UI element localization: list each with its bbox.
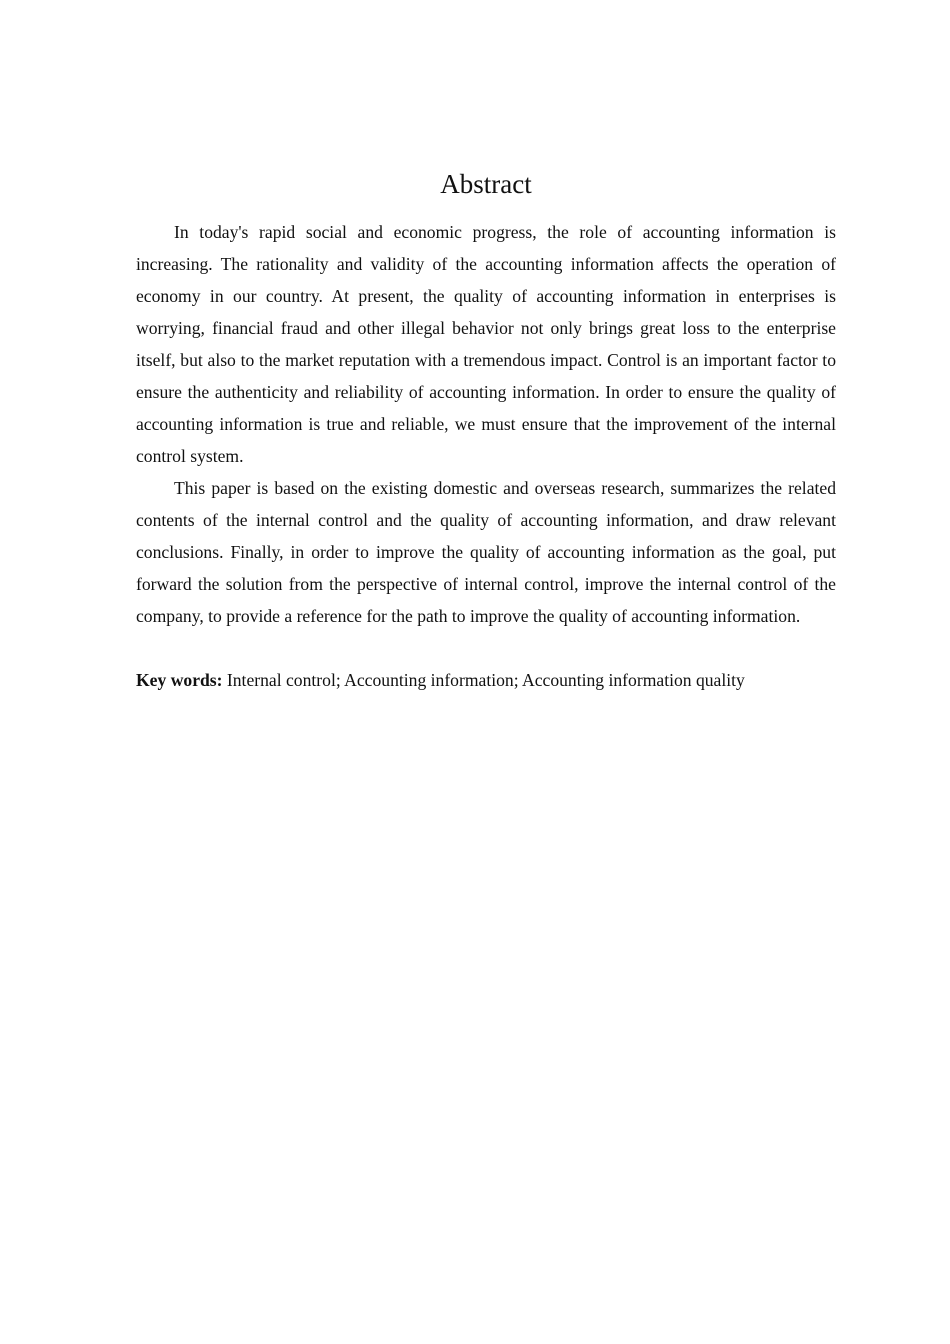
- abstract-section: [136, 166, 836, 696]
- abstract-paragraph-1: In today's rapid social and economic progress, the role of accounting information is increasing. The rationality and validity of the accounting information affects the operation of economy in our country. At present, the quality of accounting information in enterprises is worrying, financial fraud and other illegal behavior not only brings great loss to the enterprise itself, but also to the market reputation with a tremendous impact. Control is an important factor to ensure the authenticity and reliability of accounting information. In order to ensure the quality of accounting information is true and reliable, we must ensure that the improvement of the internal control system.: [136, 222, 836, 466]
- keywords-label: Key words:: [136, 670, 223, 690]
- keywords-text: Internal control; Accounting information; Accounting information quality: [222, 670, 745, 690]
- keywords-line: [136, 664, 836, 696]
- abstract-paragraph-2: This paper is based on the existing domestic and overseas research, summarizes the related contents of the internal control and the quality of accounting information, and draw relevant conclusions. Finally, in order to improve the quality of accounting information as the goal, put forward the solution from the perspective of internal control, improve the internal control of the company, to provide a reference for the path to improve the quality of accounting information.: [136, 478, 836, 626]
- abstract-title: Abstract: [440, 169, 532, 199]
